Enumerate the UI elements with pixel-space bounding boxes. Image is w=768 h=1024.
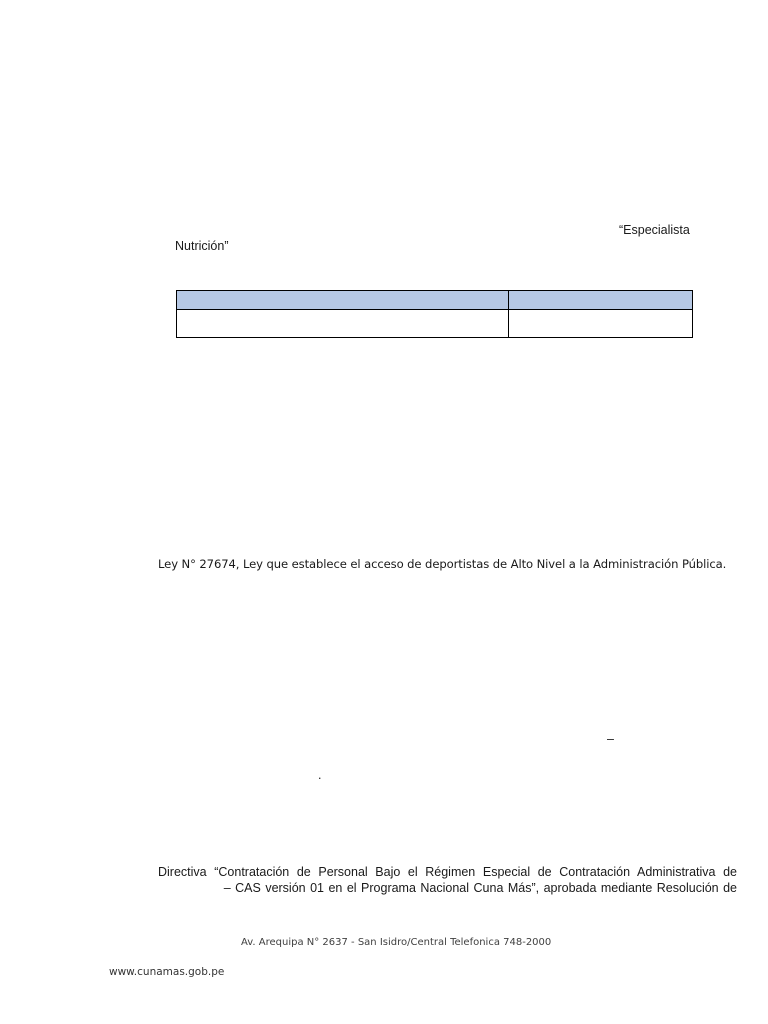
footer-website-link[interactable]: www.cunamas.gob.pe — [109, 966, 225, 978]
table-header-row — [177, 291, 693, 310]
ley-27674-text: Ley N° 27674, Ley que establece el acceso de deportistas de Alto Nivel a la Administración Pública. — [158, 557, 727, 571]
nutricion-text: Nutrición” — [175, 239, 229, 253]
directiva-line-1: Directiva “Contratación de Personal Bajo el Régimen Especial de Contratación Administrativa de — [158, 865, 737, 879]
directiva-paragraph — [158, 864, 737, 896]
especialista-text: “Especialista — [619, 223, 690, 237]
dash-mark: – — [607, 732, 614, 746]
dot-mark: . — [318, 768, 322, 782]
table-header-cell-1 — [177, 291, 509, 310]
footer-address: Av. Arequipa N° 2637 - San Isidro/Central Telefonica 748-2000 — [241, 937, 552, 948]
table-cell-1 — [177, 310, 509, 338]
table-row — [177, 310, 693, 338]
directiva-line-2: – CAS versión 01 en el Programa Nacional Cuna Más”, aprobada mediante Resolución de — [223, 881, 737, 895]
table-header-cell-2 — [509, 291, 693, 310]
table-cell-2 — [509, 310, 693, 338]
requirements-table — [176, 290, 693, 338]
